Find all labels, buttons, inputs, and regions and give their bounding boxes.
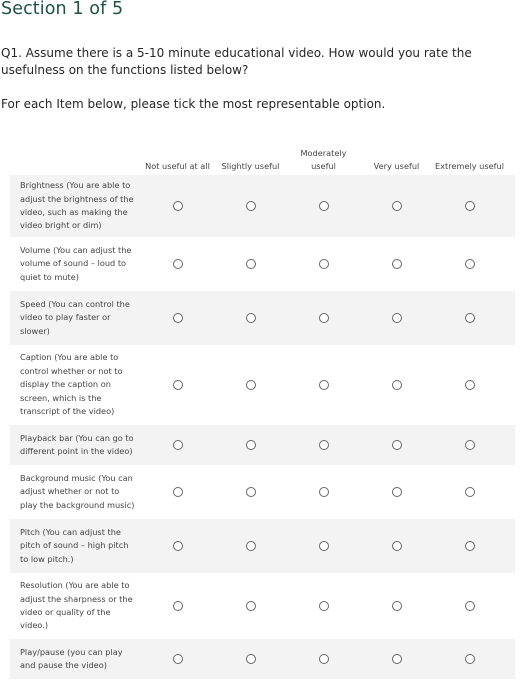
- column-header-extremely-useful: Extremely useful: [434, 161, 505, 171]
- radio-not-useful[interactable]: [173, 440, 183, 450]
- radio-extremely-useful[interactable]: [465, 201, 475, 211]
- radio-very-useful[interactable]: [392, 313, 402, 323]
- radio-very-useful[interactable]: [392, 601, 402, 611]
- radio-extremely-useful[interactable]: [465, 259, 475, 269]
- row-label: Play/pause (you can play and pause the video): [20, 646, 123, 670]
- radio-very-useful[interactable]: [392, 487, 402, 497]
- radio-not-useful[interactable]: [173, 487, 183, 497]
- radio-not-useful[interactable]: [173, 654, 183, 664]
- radio-not-useful[interactable]: [173, 541, 183, 551]
- radio-not-useful[interactable]: [173, 380, 183, 390]
- radio-slightly-useful[interactable]: [246, 259, 256, 269]
- row-label: Speed (You can control the video to play faster or slower): [20, 298, 130, 336]
- radio-extremely-useful[interactable]: [465, 487, 475, 497]
- grid-header: [10, 138, 515, 175]
- radio-slightly-useful[interactable]: [246, 201, 256, 211]
- question-text: Q1. Assume there is a 5-10 minute educational video. How would you rate the usefulness on the functions listed below?: [1, 46, 472, 77]
- row-label: Background music (You can adjust whether or not to play the background music): [20, 472, 135, 510]
- column-header-slightly-useful: Slightly useful: [221, 161, 280, 171]
- row-label: Brightness (You are able to adjust the brightness of the video, such as making the video bright or dim): [20, 180, 134, 231]
- radio-moderately-useful[interactable]: [319, 259, 329, 269]
- radio-slightly-useful[interactable]: [246, 654, 256, 664]
- radio-very-useful[interactable]: [392, 541, 402, 551]
- radio-extremely-useful[interactable]: [465, 380, 475, 390]
- column-header-very-useful: Very useful: [373, 161, 420, 171]
- radio-not-useful[interactable]: [173, 201, 183, 211]
- section-title: Section 1 of 5: [1, 0, 124, 19]
- radio-moderately-useful[interactable]: [319, 440, 329, 450]
- radio-not-useful[interactable]: [173, 259, 183, 269]
- radio-very-useful[interactable]: [392, 380, 402, 390]
- radio-moderately-useful[interactable]: [319, 380, 329, 390]
- row-label: Playback bar (You can go to different point in the video): [20, 432, 134, 456]
- grid-row-volume: [10, 237, 515, 291]
- radio-extremely-useful[interactable]: [465, 601, 475, 611]
- radio-slightly-useful[interactable]: [246, 380, 256, 390]
- question-instruction: For each Item below, please tick the most representable option.: [1, 97, 386, 111]
- row-label: Volume (You can adjust the volume of sound – loud to quiet to mute): [20, 244, 132, 282]
- grid-row-speed: [10, 291, 515, 345]
- radio-moderately-useful[interactable]: [319, 654, 329, 664]
- grid-row-background-music: [10, 465, 515, 519]
- grid-row-playback-bar: [10, 425, 515, 465]
- column-header-not-useful: Not useful at all: [145, 161, 210, 171]
- radio-extremely-useful[interactable]: [465, 313, 475, 323]
- radio-extremely-useful[interactable]: [465, 654, 475, 664]
- radio-very-useful[interactable]: [392, 654, 402, 664]
- radio-extremely-useful[interactable]: [465, 541, 475, 551]
- grid-row-pitch: [10, 519, 515, 573]
- column-header-moderately-useful: Moderately useful: [300, 148, 347, 171]
- grid-row-caption: [10, 345, 515, 425]
- radio-slightly-useful[interactable]: [246, 313, 256, 323]
- row-label: Caption (You are able to control whether or not to display the caption on screen, which is the transcript of the video): [20, 352, 123, 417]
- radio-not-useful[interactable]: [173, 313, 183, 323]
- radio-slightly-useful[interactable]: [246, 487, 256, 497]
- radio-not-useful[interactable]: [173, 601, 183, 611]
- radio-moderately-useful[interactable]: [319, 601, 329, 611]
- grid-row-resolution: [10, 573, 515, 639]
- radio-slightly-useful[interactable]: [246, 440, 256, 450]
- radio-very-useful[interactable]: [392, 201, 402, 211]
- row-label: Pitch (You can adjust the pitch of sound – high pitch to low pitch.): [20, 526, 129, 564]
- grid-row-play-pause: [10, 639, 515, 679]
- radio-moderately-useful[interactable]: [319, 201, 329, 211]
- header-spacer: [10, 138, 141, 175]
- radio-very-useful[interactable]: [392, 259, 402, 269]
- radio-moderately-useful[interactable]: [319, 541, 329, 551]
- grid-row-brightness: [10, 175, 515, 237]
- rating-grid: [10, 138, 515, 679]
- radio-moderately-useful[interactable]: [319, 487, 329, 497]
- row-label: Resolution (You are able to adjust the sharpness or the video or quality of the video.): [20, 580, 133, 631]
- radio-very-useful[interactable]: [392, 440, 402, 450]
- radio-moderately-useful[interactable]: [319, 313, 329, 323]
- radio-slightly-useful[interactable]: [246, 541, 256, 551]
- radio-slightly-useful[interactable]: [246, 601, 256, 611]
- radio-extremely-useful[interactable]: [465, 440, 475, 450]
